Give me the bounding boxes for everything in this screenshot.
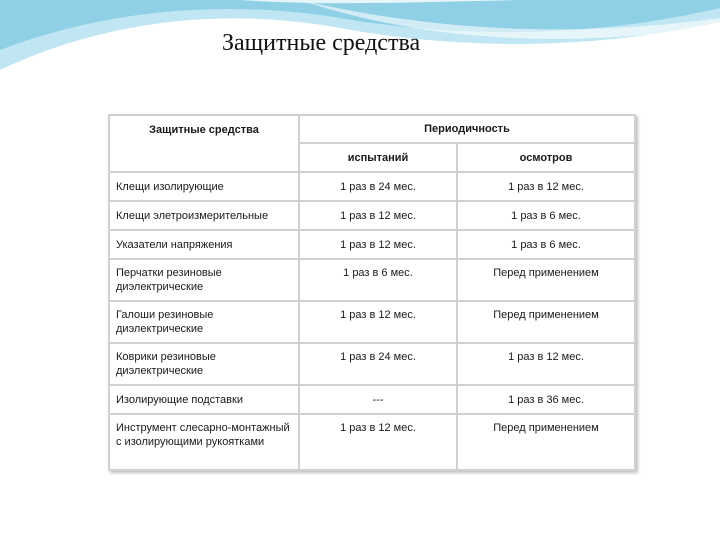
row-item: Перчатки резиновые диэлектрические: [110, 260, 300, 302]
row-inspections: Перед применением: [458, 415, 636, 471]
row-tests: 1 раз в 12 мес.: [300, 202, 458, 231]
table-row: [110, 302, 636, 344]
protective-equipment-table: [108, 114, 636, 471]
header-periodicity: Периодичность: [300, 116, 636, 144]
table-row: [110, 386, 636, 415]
row-inspections: 1 раз в 6 мес.: [458, 202, 636, 231]
row-item: Изолирующие подставки: [110, 386, 300, 415]
row-tests: 1 раз в 24 мес.: [300, 173, 458, 202]
row-tests: 1 раз в 12 мес.: [300, 415, 458, 471]
row-item: Инструмент слесарно-монтажный с изолирующими рукоятками: [110, 415, 300, 471]
row-item: Указатели напряжения: [110, 231, 300, 260]
table-row: [110, 202, 636, 231]
row-inspections: 1 раз в 6 мес.: [458, 231, 636, 260]
row-item: Клещи изолирующие: [110, 173, 300, 202]
table-row: [110, 173, 636, 202]
row-inspections: Перед применением: [458, 302, 636, 344]
row-tests: 1 раз в 12 мес.: [300, 302, 458, 344]
row-item: Галоши резиновые диэлектрические: [110, 302, 300, 344]
row-tests: 1 раз в 6 мес.: [300, 260, 458, 302]
row-inspections: 1 раз в 12 мес.: [458, 344, 636, 386]
slide-title: Защитные средства: [222, 30, 421, 56]
header-equipment: Защитные средства: [110, 116, 300, 173]
table-row: [110, 344, 636, 386]
row-item: Клещи элетроизмерительные: [110, 202, 300, 231]
header-tests: испытаний: [300, 144, 458, 173]
table-row: [110, 260, 636, 302]
table-row: [110, 231, 636, 260]
row-inspections: 1 раз в 36 мес.: [458, 386, 636, 415]
row-item: Коврики резиновые диэлектрические: [110, 344, 300, 386]
row-inspections: Перед применением: [458, 260, 636, 302]
row-inspections: 1 раз в 12 мес.: [458, 173, 636, 202]
row-tests: 1 раз в 24 мес.: [300, 344, 458, 386]
row-tests: ---: [300, 386, 458, 415]
row-tests: 1 раз в 12 мес.: [300, 231, 458, 260]
table-row: [110, 415, 636, 471]
header-inspections: осмотров: [458, 144, 636, 173]
